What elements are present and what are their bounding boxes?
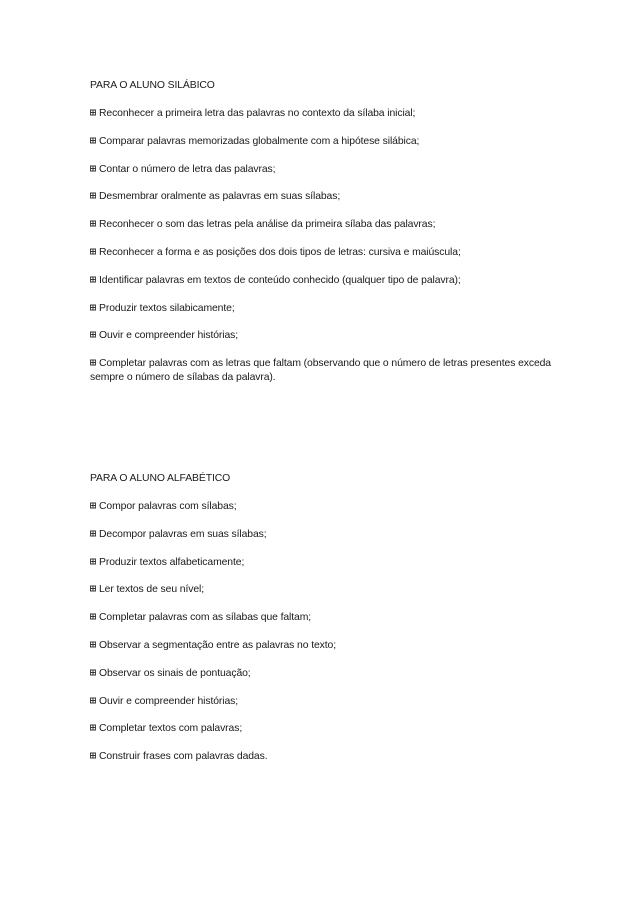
list-item-text: Comparar palavras memorizadas globalmente com a hipótese silábica; bbox=[99, 135, 420, 147]
bullet-icon bbox=[90, 724, 96, 731]
bullet-icon bbox=[90, 276, 96, 283]
list-item bbox=[90, 357, 560, 385]
bullet-icon bbox=[90, 137, 96, 144]
bullet-icon bbox=[90, 502, 96, 509]
list-item-text: Ler textos de seu nível; bbox=[99, 584, 205, 596]
objectives-list bbox=[90, 107, 560, 385]
list-item bbox=[90, 750, 560, 764]
bullet-icon bbox=[90, 669, 96, 676]
list-item-text: Produzir textos silabicamente; bbox=[99, 302, 235, 314]
bullet-icon bbox=[90, 359, 96, 366]
section-alfabetico bbox=[90, 472, 560, 778]
section-heading: PARA O ALUNO SILÁBICO bbox=[90, 80, 215, 91]
list-item bbox=[90, 695, 560, 709]
list-item bbox=[90, 667, 560, 681]
list-item-text: Ouvir e compreender histórias; bbox=[99, 330, 239, 342]
bullet-icon bbox=[90, 165, 96, 172]
list-item-text: Reconhecer o som das letras pela análise da primeira sílaba das palavras; bbox=[99, 219, 436, 231]
list-item-text: Construir frases com palavras dadas. bbox=[99, 751, 268, 763]
section-silabico bbox=[90, 79, 560, 399]
list-item-text: Completar textos com palavras; bbox=[99, 723, 243, 735]
bullet-icon bbox=[90, 697, 96, 704]
list-item-text: Decompor palavras em suas sílabas; bbox=[99, 528, 267, 540]
list-item bbox=[90, 528, 560, 542]
bullet-icon bbox=[90, 192, 96, 199]
list-item bbox=[90, 722, 560, 736]
list-item bbox=[90, 246, 560, 260]
bullet-icon bbox=[90, 752, 96, 759]
list-item-text: Identificar palavras em textos de conteúdo conhecido (qualquer tipo de palavra); bbox=[99, 274, 461, 286]
list-item-text: Completar palavras com as letras que faltam (observando que o número de letras presentes exceda sempre o número de sílabas da palavra). bbox=[90, 358, 551, 384]
bullet-icon bbox=[90, 304, 96, 311]
list-item bbox=[90, 639, 560, 653]
list-item bbox=[90, 583, 560, 597]
list-item bbox=[90, 274, 560, 288]
bullet-icon bbox=[90, 331, 96, 338]
objectives-list bbox=[90, 500, 560, 764]
list-item bbox=[90, 218, 560, 232]
section-heading: PARA O ALUNO ALFABÉTICO bbox=[90, 473, 231, 484]
list-item bbox=[90, 556, 560, 570]
list-item bbox=[90, 190, 560, 204]
list-item-text: Reconhecer a forma e as posições dos dois tipos de letras: cursiva e maiúscula; bbox=[99, 246, 461, 258]
list-item bbox=[90, 329, 560, 343]
bullet-icon bbox=[90, 220, 96, 227]
bullet-icon bbox=[90, 530, 96, 537]
bullet-icon bbox=[90, 641, 96, 648]
list-item bbox=[90, 163, 560, 177]
bullet-icon bbox=[90, 109, 96, 116]
list-item-text: Observar os sinais de pontuação; bbox=[99, 667, 251, 679]
list-item bbox=[90, 135, 560, 149]
bullet-icon bbox=[90, 613, 96, 620]
list-item-text: Desmembrar oralmente as palavras em suas sílabas; bbox=[99, 191, 341, 203]
list-item bbox=[90, 107, 560, 121]
bullet-icon bbox=[90, 585, 96, 592]
list-item-text: Compor palavras com sílabas; bbox=[99, 501, 237, 512]
list-item-text: Produzir textos alfabeticamente; bbox=[99, 556, 245, 568]
list-item-text: Completar palavras com as sílabas que faltam; bbox=[99, 612, 312, 624]
list-item-text: Observar a segmentação entre as palavras no texto; bbox=[99, 639, 337, 651]
bullet-icon bbox=[90, 558, 96, 565]
bullet-icon bbox=[90, 248, 96, 255]
list-item-text: Contar o número de letra das palavras; bbox=[99, 163, 276, 175]
list-item bbox=[90, 611, 560, 625]
list-item bbox=[90, 302, 560, 316]
list-item-text: Reconhecer a primeira letra das palavras no contexto da sílaba inicial; bbox=[99, 108, 416, 119]
list-item bbox=[90, 500, 560, 514]
list-item-text: Ouvir e compreender histórias; bbox=[99, 695, 239, 707]
